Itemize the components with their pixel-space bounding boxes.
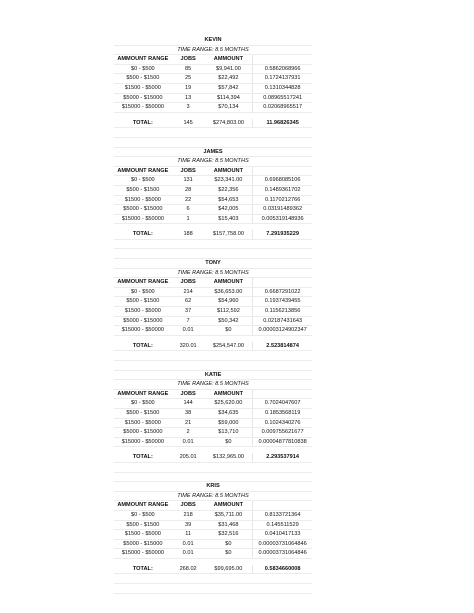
- cell-jobs: 11: [185, 531, 192, 538]
- total-label: TOTAL:: [132, 454, 153, 461]
- employee-name-row: [114, 259, 312, 269]
- cell-amount: $23,341.00: [214, 177, 243, 184]
- cell-jobs: 0.01: [182, 327, 194, 334]
- cell-ratio: 0.03191489362: [252, 205, 312, 214]
- cell-jobs: 62: [185, 298, 192, 305]
- total-jobs: 188: [183, 231, 193, 238]
- employee-name-row: [114, 148, 312, 158]
- table-row: [114, 176, 312, 186]
- cell-jobs: 39: [185, 521, 192, 528]
- cell-ratio: 0.009755621677: [252, 428, 312, 437]
- data-rows: [114, 399, 312, 447]
- cell-jobs: 19: [185, 84, 192, 91]
- cell-amount: $54,653: [218, 196, 239, 203]
- data-rows: [114, 288, 312, 336]
- table-row: [114, 297, 312, 307]
- cell-jobs: 0.01: [182, 540, 194, 547]
- table-row: [114, 94, 312, 104]
- time-range-row: [114, 46, 312, 56]
- cell-ratio: 0.1170212766: [252, 196, 312, 205]
- header-amount: AMMOUNT: [213, 502, 244, 509]
- cell-ratio: 0.1156213856: [252, 307, 312, 316]
- table-row: [114, 317, 312, 327]
- time-range: TIME RANGE: 8.5 MONTHS: [177, 158, 249, 165]
- employee-name: KEVIN: [204, 37, 222, 43]
- cell-amount: $70,134: [218, 104, 239, 111]
- total-row: [114, 453, 312, 463]
- employee-block: [114, 36, 312, 148]
- column-header-row: [114, 501, 312, 511]
- block-gap: [114, 240, 312, 250]
- header-amount: AMMOUNT: [213, 167, 244, 174]
- block-gap: [114, 249, 312, 259]
- cell-range: $0 - $500: [131, 400, 155, 407]
- total-ratio: 2.293537914: [252, 453, 312, 462]
- total-label: TOTAL:: [132, 342, 153, 349]
- table-row: [114, 521, 312, 531]
- employee-block: [114, 259, 312, 371]
- cell-amount: $0: [225, 540, 232, 547]
- cell-jobs: 2: [186, 429, 190, 436]
- column-header-row: [114, 390, 312, 400]
- cell-ratio: 0.8133721364: [252, 511, 312, 520]
- cell-jobs: 0.01: [182, 550, 194, 557]
- spreadsheet: [114, 36, 312, 594]
- header-jobs: JOBS: [180, 167, 196, 174]
- cell-range: $0 - $500: [131, 177, 155, 184]
- total-row: [114, 565, 312, 575]
- cell-jobs: 1: [186, 215, 190, 222]
- table-row: [114, 288, 312, 298]
- cell-amount: $42,005: [218, 206, 239, 213]
- total-amount: $274,803.00: [212, 119, 244, 126]
- header-amount: AMMOUNT: [213, 56, 244, 63]
- cell-amount: $0: [225, 327, 232, 334]
- header-ratio: [252, 55, 312, 64]
- total-row: [114, 119, 312, 129]
- total-label: TOTAL:: [132, 119, 153, 126]
- cell-range: $500 - $1500: [126, 75, 160, 82]
- cell-amount: $112,592: [216, 308, 240, 315]
- table-row: [114, 103, 312, 113]
- employee-name-row: [114, 371, 312, 381]
- cell-ratio: 0.08965517241: [252, 94, 312, 103]
- total-amount: $157,758.00: [212, 231, 244, 238]
- header-amount: AMMOUNT: [213, 279, 244, 286]
- total-amount: $254,547.00: [212, 342, 244, 349]
- cell-range: $500 - $1500: [126, 186, 160, 193]
- cell-jobs: 3: [186, 104, 190, 111]
- employee-name-row: [114, 36, 312, 46]
- header-jobs: JOBS: [180, 502, 196, 509]
- cell-jobs: 131: [183, 177, 193, 184]
- employee-name: TONY: [205, 260, 221, 267]
- total-jobs: 320.01: [179, 342, 197, 349]
- cell-amount: $9,941.00: [215, 65, 241, 72]
- cell-range: $500 - $1500: [126, 521, 160, 528]
- cell-ratio: 0.1724137931: [252, 74, 312, 83]
- cell-amount: $0: [225, 438, 232, 445]
- employee-block: [114, 371, 312, 483]
- total-row: [114, 342, 312, 352]
- cell-jobs: 22: [185, 196, 192, 203]
- total-amount: $132,965.00: [212, 454, 244, 461]
- total-ratio: 7.291935229: [252, 230, 312, 239]
- time-range: TIME RANGE: 8.5 MONTHS: [177, 46, 249, 53]
- table-row: [114, 511, 312, 521]
- cell-jobs: 37: [185, 308, 192, 315]
- table-row: [114, 215, 312, 225]
- time-range-row: [114, 380, 312, 390]
- cell-jobs: 7: [186, 317, 190, 324]
- data-rows: [114, 176, 312, 224]
- block-gap: [114, 584, 312, 594]
- time-range-row: [114, 157, 312, 167]
- table-row: [114, 307, 312, 317]
- cell-amount: $22,356: [218, 186, 239, 193]
- header-amount-range: AMMOUNT RANGE: [117, 167, 169, 174]
- cell-range: $0 - $500: [131, 511, 155, 518]
- cell-range: $1500 - $5000: [124, 419, 161, 426]
- total-amount: $99,695.00: [214, 565, 243, 572]
- cell-range: $15000 - $50000: [121, 550, 164, 557]
- cell-ratio: 0.145511529: [252, 521, 312, 530]
- cell-range: $15000 - $50000: [121, 104, 164, 111]
- cell-range: $0 - $500: [131, 65, 155, 72]
- total-label: TOTAL:: [132, 231, 153, 238]
- cell-amount: $25,620.00: [214, 400, 243, 407]
- cell-range: $5000 - $15000: [123, 206, 163, 213]
- cell-amount: $36,653.00: [214, 288, 243, 295]
- table-row: [114, 428, 312, 438]
- employee-name: JAMES: [203, 148, 223, 155]
- cell-range: $1500 - $5000: [124, 308, 161, 315]
- header-amount-range: AMMOUNT RANGE: [117, 56, 169, 63]
- cell-range: $15000 - $50000: [121, 215, 164, 222]
- cell-range: $5000 - $15000: [123, 540, 163, 547]
- cell-jobs: 38: [185, 409, 192, 416]
- cell-jobs: 25: [185, 75, 192, 82]
- block-gap: [114, 473, 312, 483]
- cell-amount: $50,342: [218, 317, 239, 324]
- cell-ratio: 0.1937439455: [252, 297, 312, 306]
- header-ratio: [252, 167, 312, 176]
- total-label: TOTAL:: [132, 565, 153, 572]
- cell-amount: $59,000: [218, 419, 239, 426]
- cell-ratio: 0.0410417133: [252, 530, 312, 539]
- table-row: [114, 549, 312, 559]
- table-row: [114, 409, 312, 419]
- cell-range: $15000 - $50000: [121, 438, 164, 445]
- cell-range: $1500 - $5000: [124, 531, 161, 538]
- total-ratio: 2.523814874: [252, 342, 312, 351]
- cell-amount: $114,394: [216, 94, 240, 101]
- cell-range: $500 - $1500: [126, 298, 160, 305]
- cell-jobs: 144: [183, 400, 193, 407]
- cell-ratio: 0.005319148936: [252, 215, 312, 224]
- cell-range: $5000 - $15000: [123, 317, 163, 324]
- employee-name: KATIE: [204, 371, 222, 378]
- table-row: [114, 74, 312, 84]
- employee-name-row: [114, 482, 312, 492]
- table-row: [114, 419, 312, 429]
- cell-jobs: 6: [186, 206, 190, 213]
- cell-range: $5000 - $15000: [123, 429, 163, 436]
- cell-ratio: 0.00004877810838: [252, 438, 312, 447]
- cell-amount: $57,842: [218, 84, 239, 91]
- cell-ratio: 0.7024047607: [252, 399, 312, 408]
- cell-amount: $15,403: [218, 215, 239, 222]
- cell-amount: $34,635: [218, 409, 239, 416]
- cell-ratio: 0.1489361702: [252, 186, 312, 195]
- header-jobs: JOBS: [180, 56, 196, 63]
- total-jobs: 268.02: [179, 565, 197, 572]
- cell-ratio: 0.00003731064846: [252, 540, 312, 549]
- cell-jobs: 85: [185, 65, 192, 72]
- cell-ratio: 0.1310344828: [252, 84, 312, 93]
- cell-range: $5000 - $15000: [123, 94, 163, 101]
- total-ratio: 0.5834660008: [252, 565, 312, 574]
- table-row: [114, 196, 312, 206]
- table-row: [114, 186, 312, 196]
- employee-name: KRIS: [206, 483, 220, 490]
- header-amount-range: AMMOUNT RANGE: [117, 279, 169, 286]
- total-jobs: 205.01: [179, 454, 197, 461]
- time-range-row: [114, 492, 312, 502]
- cell-amount: $22,492: [218, 75, 239, 82]
- block-gap: [114, 463, 312, 473]
- cell-ratio: 0.6687291022: [252, 288, 312, 297]
- cell-jobs: 28: [185, 186, 192, 193]
- time-range: TIME RANGE: 8.5 MONTHS: [177, 269, 249, 276]
- cell-amount: $35,711.00: [214, 511, 243, 518]
- data-rows: [114, 65, 312, 113]
- table-row: [114, 399, 312, 409]
- column-header-row: [114, 278, 312, 288]
- data-rows: [114, 511, 312, 559]
- cell-amount: $54,960: [218, 298, 239, 305]
- header-amount: AMMOUNT: [213, 390, 244, 397]
- cell-jobs: 21: [185, 419, 192, 426]
- cell-amount: $0: [225, 550, 232, 557]
- cell-range: $1500 - $5000: [124, 84, 161, 91]
- time-range: TIME RANGE: 8.5 MONTHS: [177, 381, 249, 388]
- cell-range: $15000 - $50000: [121, 327, 164, 334]
- cell-ratio: 0.6968085106: [252, 176, 312, 185]
- cell-jobs: 13: [185, 94, 192, 101]
- block-gap: [114, 361, 312, 371]
- employee-block: [114, 148, 312, 260]
- cell-ratio: 0.02068965517: [252, 103, 312, 112]
- cell-ratio: 0.5862068966: [252, 65, 312, 74]
- cell-range: $500 - $1500: [126, 409, 160, 416]
- total-jobs: 145: [183, 119, 193, 126]
- header-ratio: [252, 501, 312, 510]
- table-row: [114, 530, 312, 540]
- header-ratio: [252, 278, 312, 287]
- header-amount-range: AMMOUNT RANGE: [117, 390, 169, 397]
- table-row: [114, 84, 312, 94]
- cell-amount: $32,516: [218, 531, 239, 538]
- cell-jobs: 218: [183, 511, 193, 518]
- cell-jobs: 214: [183, 288, 193, 295]
- table-row: [114, 65, 312, 75]
- table-row: [114, 438, 312, 448]
- employee-block: [114, 482, 312, 594]
- cell-ratio: 0.1024340276: [252, 419, 312, 428]
- time-range: TIME RANGE: 8.5 MONTHS: [177, 492, 249, 499]
- cell-ratio: 0.02187431643: [252, 317, 312, 326]
- total-ratio: 11.96826345: [252, 119, 312, 128]
- block-gap: [114, 138, 312, 148]
- cell-jobs: 0.01: [182, 438, 194, 445]
- cell-range: $1500 - $5000: [124, 196, 161, 203]
- cell-amount: $13,710: [218, 429, 239, 436]
- cell-ratio: 0.00003124902347: [252, 326, 312, 335]
- block-gap: [114, 574, 312, 584]
- cell-ratio: 0.1853568119: [252, 409, 312, 418]
- cell-amount: $31,468: [218, 521, 239, 528]
- table-row: [114, 326, 312, 336]
- time-range-row: [114, 269, 312, 279]
- block-gap: [114, 128, 312, 138]
- total-row: [114, 230, 312, 240]
- column-header-row: [114, 167, 312, 177]
- table-row: [114, 205, 312, 215]
- cell-ratio: 0.00003731064846: [252, 549, 312, 558]
- column-header-row: [114, 55, 312, 65]
- header-ratio: [252, 390, 312, 399]
- header-jobs: JOBS: [180, 279, 196, 286]
- cell-range: $0 - $500: [131, 288, 155, 295]
- header-jobs: JOBS: [180, 390, 196, 397]
- block-gap: [114, 351, 312, 361]
- table-row: [114, 540, 312, 550]
- header-amount-range: AMMOUNT RANGE: [117, 502, 169, 509]
